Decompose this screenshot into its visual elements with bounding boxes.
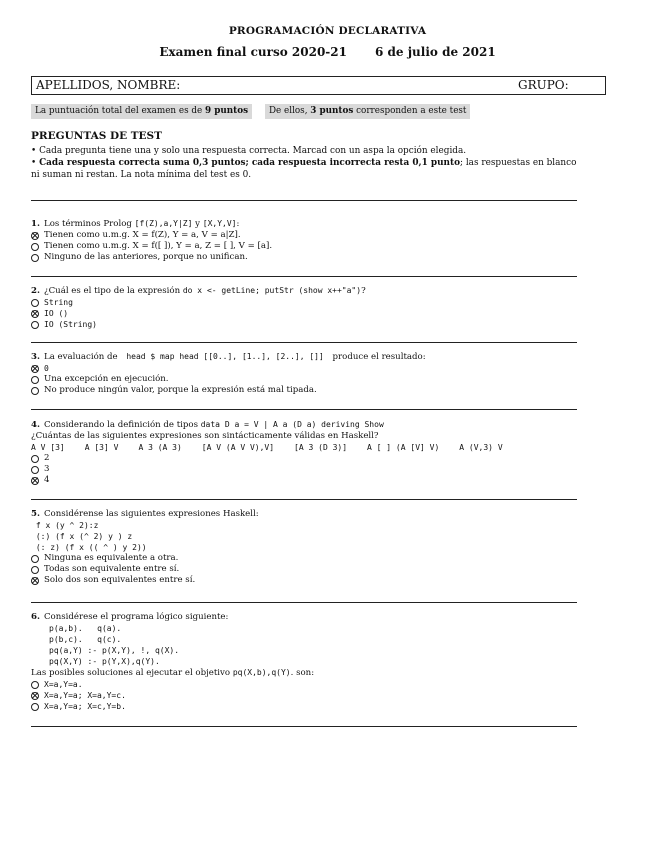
q6-goal: pq(X,b),q(Y) <box>232 668 291 677</box>
exam-subtitle <box>0 47 655 58</box>
q6-code-line: pq(a,Y) :- p(X,Y), !, q(X). <box>49 646 180 655</box>
divider <box>31 409 577 410</box>
divider <box>31 726 577 727</box>
checked-radio-icon[interactable] <box>31 692 39 700</box>
checked-radio-icon[interactable] <box>31 577 39 585</box>
q2-option-c-label: IO (String) <box>44 320 97 329</box>
q4-pre: Considerando la definición de tipos <box>43 420 201 430</box>
radio-icon[interactable] <box>31 299 39 307</box>
q4-expr: [A V (A V V),V] <box>201 443 275 452</box>
radio-icon[interactable] <box>31 681 39 689</box>
q4-code: data D a = V | A a (D a) deriving Show <box>200 420 384 429</box>
q5-option-c-label: Solo dos son equivalentes entre sí. <box>44 575 196 585</box>
instruction-1-text: Cada pregunta tiene una y solo una respuesta correcta. Marcad con un aspa la opción elegida. <box>39 146 467 156</box>
q2-option-b-label: IO () <box>44 309 69 318</box>
question-6 <box>31 612 631 712</box>
q1-option-a[interactable] <box>31 230 631 241</box>
radio-icon[interactable] <box>31 387 39 395</box>
q3-option-a-label: 0 <box>44 364 49 373</box>
instruction-2: • Cada respuesta correcta suma 0,3 puntos; cada respuesta incorrecta resta 0,1 punto; las respuestas en blanco <box>31 158 577 168</box>
radio-icon[interactable] <box>31 254 39 262</box>
q1-term1: [f(Z),a,Y|Z] <box>134 219 193 228</box>
part-suffix: corresponden a este test <box>353 106 467 116</box>
q5-option-b[interactable] <box>31 564 631 575</box>
instructions <box>31 145 621 181</box>
radio-icon[interactable] <box>31 376 39 384</box>
exam-date: 6 de julio de 2021 <box>374 45 496 59</box>
divider <box>31 200 577 201</box>
q2-pre: ¿Cuál es el tipo de la expresión <box>43 286 183 296</box>
divider <box>31 602 577 603</box>
q3-option-c-label: No produce ningún valor, porque la expresión está mal tipada. <box>44 385 317 395</box>
q6-option-b-label: X=a,Y=a; X=a,Y=c. <box>44 691 126 700</box>
name-group-box[interactable] <box>31 76 606 95</box>
q4-expr: [A 3 (D 3)] <box>294 443 348 452</box>
q3-end: produce el resultado: <box>329 352 426 362</box>
q1-stem <box>31 218 631 230</box>
q6-goal-line <box>31 667 631 679</box>
q5-option-a[interactable] <box>31 553 631 564</box>
q6-option-b[interactable] <box>31 690 631 701</box>
q6-option-a-label: X=a,Y=a. <box>44 680 83 689</box>
q6-option-c-label: X=a,Y=a; X=c,Y=b. <box>44 702 126 711</box>
q6-stem <box>31 612 631 623</box>
q3-code: head $ map head [[0..], [1..], [2..], []] <box>126 352 324 361</box>
test-score-note <box>265 104 470 119</box>
q5-number: 5. <box>31 509 40 519</box>
q6-line-pre: Las posibles soluciones al ejecutar el objetivo <box>31 668 233 678</box>
q2-option-b[interactable] <box>31 308 631 319</box>
q1-option-c-label: Ninguno de las anteriores, porque no unifican. <box>44 252 248 262</box>
q6-code-line: pq(X,Y) :- p(Y,X),q(Y). <box>49 657 160 666</box>
checked-radio-icon[interactable] <box>31 365 39 373</box>
q4-number: 4. <box>31 420 40 430</box>
q1-term2: [X,Y,V] <box>202 219 237 228</box>
q4-expr: A 3 (A 3) <box>138 443 182 452</box>
radio-icon[interactable] <box>31 566 39 574</box>
q3-option-b[interactable] <box>31 374 631 385</box>
q6-code-line: p(b,c). q(c). <box>49 635 122 644</box>
q1-option-c[interactable] <box>31 252 631 263</box>
q1-option-b-label: Tienen como u.m.g. X = f([ ]), Y = a, Z = [ ], V = [a]. <box>44 241 273 251</box>
q2-option-c[interactable] <box>31 319 631 330</box>
group-label: GRUPO: <box>518 78 569 92</box>
q4-stem <box>31 419 631 431</box>
q4-option-c[interactable] <box>31 475 631 486</box>
q4-option-a[interactable] <box>31 453 631 464</box>
instruction-1: • Cada pregunta tiene una y solo una respuesta correcta. Marcad con un aspa la opción elegida. <box>31 146 467 156</box>
radio-icon[interactable] <box>31 243 39 251</box>
question-1 <box>31 218 631 263</box>
course-title: PROGRAMACIÓN DECLARATIVA <box>228 25 427 37</box>
radio-icon[interactable] <box>31 555 39 563</box>
question-2 <box>31 285 631 330</box>
q6-code-line: p(a,b). q(a). <box>49 624 122 633</box>
q5-option-b-label: Todas son equivalente entre sí. <box>44 564 180 574</box>
section-heading: PREGUNTAS DE TEST <box>31 130 162 142</box>
q1-end: : <box>236 219 240 229</box>
name-label: APELLIDOS, NOMBRE: <box>36 78 181 92</box>
instruction-2-bold: Cada respuesta correcta suma 0,3 puntos; cada respuesta incorrecta resta 0,1 punto <box>39 158 461 168</box>
exam-name: Examen final curso 2020-21 <box>159 45 347 59</box>
q6-option-c[interactable] <box>31 701 631 712</box>
q4-option-a-label: 2 <box>44 453 50 463</box>
q5-option-a-label: Ninguna es equivalente a otra. <box>44 553 179 563</box>
q6-number: 6. <box>31 612 40 622</box>
q1-option-a-label: Tienen como u.m.g. X = f(Z), Y = a, V = a|Z]. <box>44 230 241 240</box>
checked-radio-icon[interactable] <box>31 477 39 485</box>
instruction-2-line2: ni suman ni restan. La nota mínima del test es 0. <box>31 170 252 180</box>
q2-end: ? <box>361 286 366 296</box>
divider <box>31 276 577 277</box>
q2-option-a[interactable] <box>31 297 631 308</box>
q1-mid: y <box>192 219 203 229</box>
q3-pre: La evaluación de <box>43 352 121 362</box>
divider <box>31 499 577 500</box>
q3-option-a[interactable] <box>31 363 631 374</box>
q4-option-b-label: 3 <box>44 464 50 474</box>
total-value: 9 puntos <box>205 106 249 116</box>
q1-number: 1. <box>31 219 40 229</box>
q5-code-line: (:) (f x (^ 2) y ) z <box>31 532 133 541</box>
question-4 <box>31 419 631 486</box>
q5-pre: Considérense las siguientes expresiones Haskell: <box>43 509 259 519</box>
q2-number: 2. <box>31 286 40 296</box>
q5-code-line: (: z) (f x (( ^ ) y 2)) <box>31 543 147 552</box>
checked-radio-icon[interactable] <box>31 310 39 318</box>
q4-expr: A (V,3) V <box>459 443 503 452</box>
radio-icon[interactable] <box>31 703 39 711</box>
q3-option-b-label: Una excepción en ejecución. <box>44 374 169 384</box>
q6-pre: Considérese el programa lógico siguiente: <box>43 612 229 622</box>
q4-expr: A [3] V <box>84 443 119 452</box>
q1-option-b[interactable] <box>31 241 631 252</box>
q5-code-line: f x (y ^ 2):z <box>31 521 99 530</box>
radio-icon[interactable] <box>31 466 39 474</box>
q4-option-c-label: 4 <box>44 475 50 485</box>
divider <box>31 342 577 343</box>
question-5 <box>31 509 631 586</box>
q4-option-b[interactable] <box>31 464 631 475</box>
question-3 <box>31 351 631 396</box>
q1-pre: Los términos Prolog <box>43 219 135 229</box>
q3-stem <box>31 351 631 363</box>
part-value: 3 puntos <box>310 106 354 116</box>
q3-number: 3. <box>31 352 40 362</box>
q3-option-c[interactable] <box>31 385 631 396</box>
checked-radio-icon[interactable] <box>31 232 39 240</box>
radio-icon[interactable] <box>31 455 39 463</box>
q4-expr: A [ ] (A [V] V) <box>367 443 440 452</box>
total-score-note <box>31 104 252 119</box>
q5-stem <box>31 509 631 520</box>
q5-option-c[interactable] <box>31 575 631 586</box>
total-prefix: La puntuación total del examen es de <box>35 106 206 116</box>
q6-option-a[interactable] <box>31 679 631 690</box>
q4-line2: ¿Cuántas de las siguientes expresiones son sintácticamente válidas en Haskell? <box>31 431 379 441</box>
q2-option-a-label: String <box>44 298 73 307</box>
radio-icon[interactable] <box>31 321 39 329</box>
q2-code: do x <- getLine; putStr (show x++"a") <box>182 286 362 295</box>
q4-expressions <box>31 442 631 453</box>
part-prefix: De ellos, <box>269 106 311 116</box>
instruction-2-rest: ; las respuestas en blanco <box>460 158 577 168</box>
q4-expr: A V [3] <box>31 443 65 452</box>
q6-line-end: . son: <box>290 668 315 678</box>
q2-stem <box>31 285 631 297</box>
